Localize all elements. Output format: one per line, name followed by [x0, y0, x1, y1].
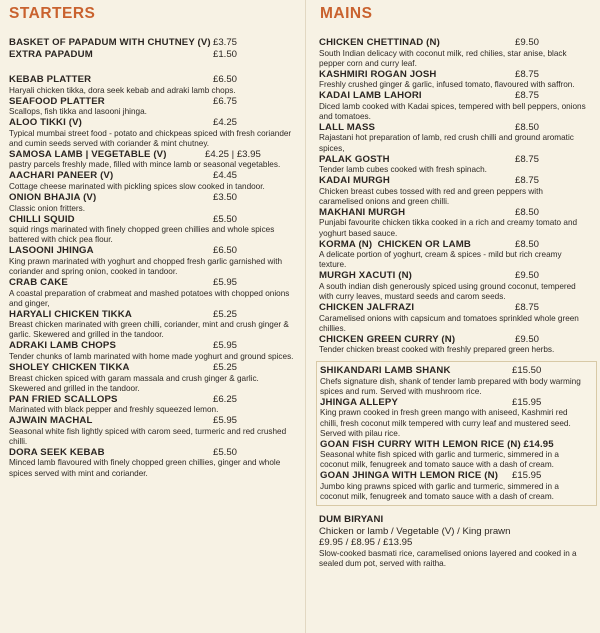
item-price: £6.25 — [213, 393, 238, 405]
menu-item — [9, 277, 299, 309]
item-price: £15.95 — [512, 470, 542, 482]
item-name: JHINGA ALLEPY — [320, 396, 398, 408]
item-description: Scallops, fish tikka and lasooni jhinga. — [9, 107, 147, 117]
item-price: £3.75 — [213, 37, 238, 48]
menu-item — [9, 117, 299, 149]
menu-item — [319, 154, 593, 176]
item-name: EXTRA PAPADUM — [9, 48, 93, 60]
item-name: CHICKEN GREEN CURRY (N) — [319, 333, 456, 345]
item-description: Breast chicken marinated with green chilli, coriander, mint and crush ginger & garlic. Skewered and grilled in the tandoor. — [9, 320, 289, 340]
item-price: £5.25 — [213, 362, 238, 373]
item-description: Seasonal white fish lightly spiced with carom seed, turmeric and red crushed chilli. — [9, 426, 287, 446]
item-description: Freshly crushed ginger & garlic, infused tomato, flavoured with saffron. — [319, 80, 575, 90]
item-name: ADRAKI LAMB CHOPS — [9, 340, 117, 352]
menu-item — [319, 239, 593, 271]
item-price: £8.75 — [515, 302, 540, 313]
menu-item — [319, 69, 593, 91]
item-price: £5.25 — [213, 308, 238, 320]
item-description: Rajastani hot preparation of lamb, red crush chilli and ground aromatic spices, — [319, 133, 574, 153]
item-description: Jumbo king prawns spiced with garlic and turmeric, simmered in a coconut milk, fenugreek and tomato sauce with a dash of cream. — [320, 481, 559, 502]
item-price: £8.75 — [515, 90, 540, 102]
item-name: KORMA (N) — [319, 238, 373, 250]
item-name: KEBAB PLATTER — [9, 74, 92, 85]
item-description: Minced lamb flavoured with finely chopped green chillies, ginger and whole spices served with mint and coriander. — [9, 458, 281, 478]
item-price: £8.50 — [515, 121, 540, 133]
starters-heading: STARTERS — [9, 5, 96, 22]
item-name: SHOLEY CHICKEN TIKKA — [9, 362, 130, 373]
mains-section — [319, 0, 593, 572]
special-item — [320, 365, 592, 397]
item-name: CHICKEN JALFRAZI — [319, 302, 415, 313]
item-price: £15.50 — [512, 365, 542, 377]
item-description: Tender chunks of lamb marinated with home made yoghurt and ground spices. — [9, 351, 294, 361]
mains-heading: MAINS — [320, 5, 373, 22]
item-name: AJWAIN MACHAL — [9, 415, 93, 427]
menu-item — [9, 362, 299, 394]
item-name: PALAK GOSTH — [319, 153, 390, 165]
item-price: £9.50 — [515, 270, 540, 282]
column-divider — [305, 0, 306, 633]
item-price: £6.75 — [213, 95, 238, 107]
menu-item — [319, 334, 593, 356]
item-description: Haryali chicken tikka, dora seek kebab and adraki lamb chops. — [9, 85, 236, 95]
item-name: KADAI MURGH — [319, 175, 390, 187]
item-name: DUM BIRYANI — [319, 514, 384, 526]
item-name: SHIKANDARI LAMB SHANK — [320, 365, 451, 377]
item-name: CHICKEN CHETTINAD (N) — [319, 37, 440, 48]
item-description: Punjabi favourite chicken tikka cooked in a rich and creamy tomato and yoghurt based sauce. — [319, 218, 578, 238]
specials-box — [316, 361, 597, 506]
menu-item — [319, 270, 593, 302]
item-description: Seasonal white fish spiced with garlic and turmeric, simmered in a coconut milk, fenugreek and tomato sauce with a dash of cream. — [320, 450, 559, 470]
menu-item — [9, 214, 299, 246]
item-description: Chicken breast cubes tossed with red and green peppers with caramelised onions and green chilli. — [319, 186, 543, 206]
biryani-options: Chicken or lamb / Vegetable (V) / King prawn — [319, 525, 511, 537]
biryani-item — [319, 514, 593, 569]
item-name: DORA SEEK KEBAB — [9, 446, 105, 458]
item-name: MAKHANI MURGH — [319, 206, 406, 218]
item-description: Tender chicken breast cooked with freshly prepared green herbs. — [319, 345, 555, 355]
item-name: KASHMIRI ROGAN JOSH — [319, 68, 437, 80]
item-name: GOAN FISH CURRY WITH LEMON RICE (N) — [320, 438, 521, 450]
item-price: £5.95 — [213, 415, 238, 427]
menu-item — [319, 90, 593, 122]
item-name: ALOO TIKKI (V) — [9, 117, 82, 129]
item-description: squid rings marinated with finely chopped green chillies and whole spices battered with chick pea flour. — [9, 225, 275, 245]
menu-item — [9, 394, 299, 416]
item-price: £6.50 — [213, 74, 238, 85]
menu-item — [319, 122, 593, 154]
item-price: £5.95 — [213, 277, 238, 289]
item-name: BASKET OF PAPADUM WITH CHUTNEY (V) — [9, 37, 211, 48]
item-description: Diced lamb cooked with Kadai spices, tempered with bell peppers, onions and tomatoes. — [319, 101, 586, 121]
item-price: £9.50 — [515, 333, 540, 345]
special-item — [320, 397, 592, 439]
item-price: £8.50 — [515, 238, 540, 250]
item-description: Typical mumbai street food - potato and chickpeas spiced with fresh coriander and cumin seeds served with coriander & mint chutney. — [9, 128, 292, 148]
item-name: GOAN JHINGA WITH LEMON RICE (N) — [320, 470, 499, 482]
menu-item — [9, 149, 299, 171]
menu-item — [319, 175, 593, 207]
starters-section — [9, 0, 299, 479]
item-name: AACHARI PANEER (V) — [9, 170, 114, 182]
item-price: £5.50 — [213, 213, 238, 225]
item-name: SAMOSA LAMB | VEGETABLE (V) — [9, 148, 167, 160]
item-name: PAN FRIED SCALLOPS — [9, 393, 118, 405]
item-description: A coastal preparation of crabmeat and mashed potatoes with chopped onions and ginger, — [9, 288, 290, 308]
item-name: HARYALI CHICKEN TIKKA — [9, 308, 132, 320]
menu-item — [9, 192, 299, 214]
item-description: Marinated with black pepper and freshly squeezed lemon. — [9, 405, 219, 415]
menu-item — [319, 302, 593, 334]
item-description: Classic onion fritters. — [9, 203, 85, 213]
special-item — [320, 439, 592, 471]
menu-item — [9, 309, 299, 341]
item-description: Caramelised onions with capsicum and tomatoes sprinkled whole green chillies. — [319, 313, 579, 333]
menu-item — [9, 170, 299, 192]
item-name: SEAFOOD PLATTER — [9, 95, 105, 107]
menu-item — [9, 96, 299, 118]
menu-item — [9, 37, 299, 49]
menu-item — [9, 447, 299, 479]
item-price: £1.50 — [213, 48, 238, 60]
item-price: £9.50 — [515, 37, 540, 48]
item-price: £8.75 — [515, 68, 540, 80]
item-description: Slow-cooked basmati rice, caramelised onions layered and cooked in a sealed dum pot, served with raitha. — [319, 548, 577, 568]
item-price: £4.45 — [213, 170, 238, 182]
item-subtitle: CHICKEN OR LAMB — [377, 238, 471, 250]
menu-item — [319, 37, 593, 69]
item-price: £6.50 — [213, 245, 238, 257]
item-price: £5.95 — [213, 340, 238, 352]
item-name: ONION BHAJIA (V) — [9, 192, 97, 204]
item-name: CHILLI SQUID — [9, 213, 75, 225]
item-description: South Indian delicacy with coconut milk, red chilies, star anise, black pepper corn and curry leaf. — [319, 48, 567, 68]
item-description: pastry parcels freshly made, filled with mince lamb or seasonal vegetables. — [9, 160, 281, 170]
item-name: LALL MASS — [319, 121, 376, 133]
menu-item — [9, 74, 299, 96]
item-description: King prawn marinated with yoghurt and chopped fresh garlic garnished with coriander and spring onion, cooked in tandoor. — [9, 256, 283, 276]
menu-item — [319, 207, 593, 239]
item-description: A delicate portion of yoghurt, cream & spices - mild but rich creamy texture. — [319, 250, 562, 270]
biryani-prices: £9.95 / £8.95 / £13.95 — [319, 537, 413, 549]
menu-item — [9, 415, 299, 447]
menu-item — [9, 49, 299, 61]
item-price: £4.25 — [213, 117, 238, 129]
item-description: Breast chicken spiced with garam massala and crush ginger & garlic. Skewered and grilled in the tandoor. — [9, 373, 259, 393]
item-price: £5.50 — [213, 446, 238, 458]
menu-item — [9, 340, 299, 362]
item-description: Cottage cheese marinated with pickling spices slow cooked in tandoor. — [9, 181, 265, 191]
item-name: MURGH XACUTI (N) — [319, 270, 412, 282]
item-name: LASOONI JHINGA — [9, 245, 94, 257]
item-description: A south indian dish generously spiced using ground coconut, tempered with curry leaves, mustard seeds and carom seeds. — [319, 281, 576, 301]
item-price: £8.75 — [515, 153, 540, 165]
item-description: King prawn cooked in fresh green mango with aniseed, Kashmiri red chilli, fresh coconut milk tempered with curry leaf and mustered seed. Served with pilau rice. — [320, 408, 571, 438]
item-name: KADAI LAMB LAHORI — [319, 90, 422, 102]
item-price: £8.75 — [515, 175, 540, 187]
item-description: Tender lamb cubes cooked with fresh spinach. — [319, 165, 487, 175]
item-price: £8.50 — [515, 206, 540, 218]
item-name: CRAB CAKE — [9, 277, 68, 289]
special-item — [320, 470, 592, 502]
item-price: £15.95 — [512, 396, 542, 408]
menu-item — [9, 245, 299, 277]
item-price: £4.25 | £3.95 — [205, 148, 261, 160]
item-price: £14.95 — [523, 438, 554, 450]
item-price: £3.50 — [213, 192, 238, 204]
item-description: Chefs signature dish, shank of tender lamb prepared with body warming spices and rum. Served with mushroom rice. — [320, 376, 581, 396]
